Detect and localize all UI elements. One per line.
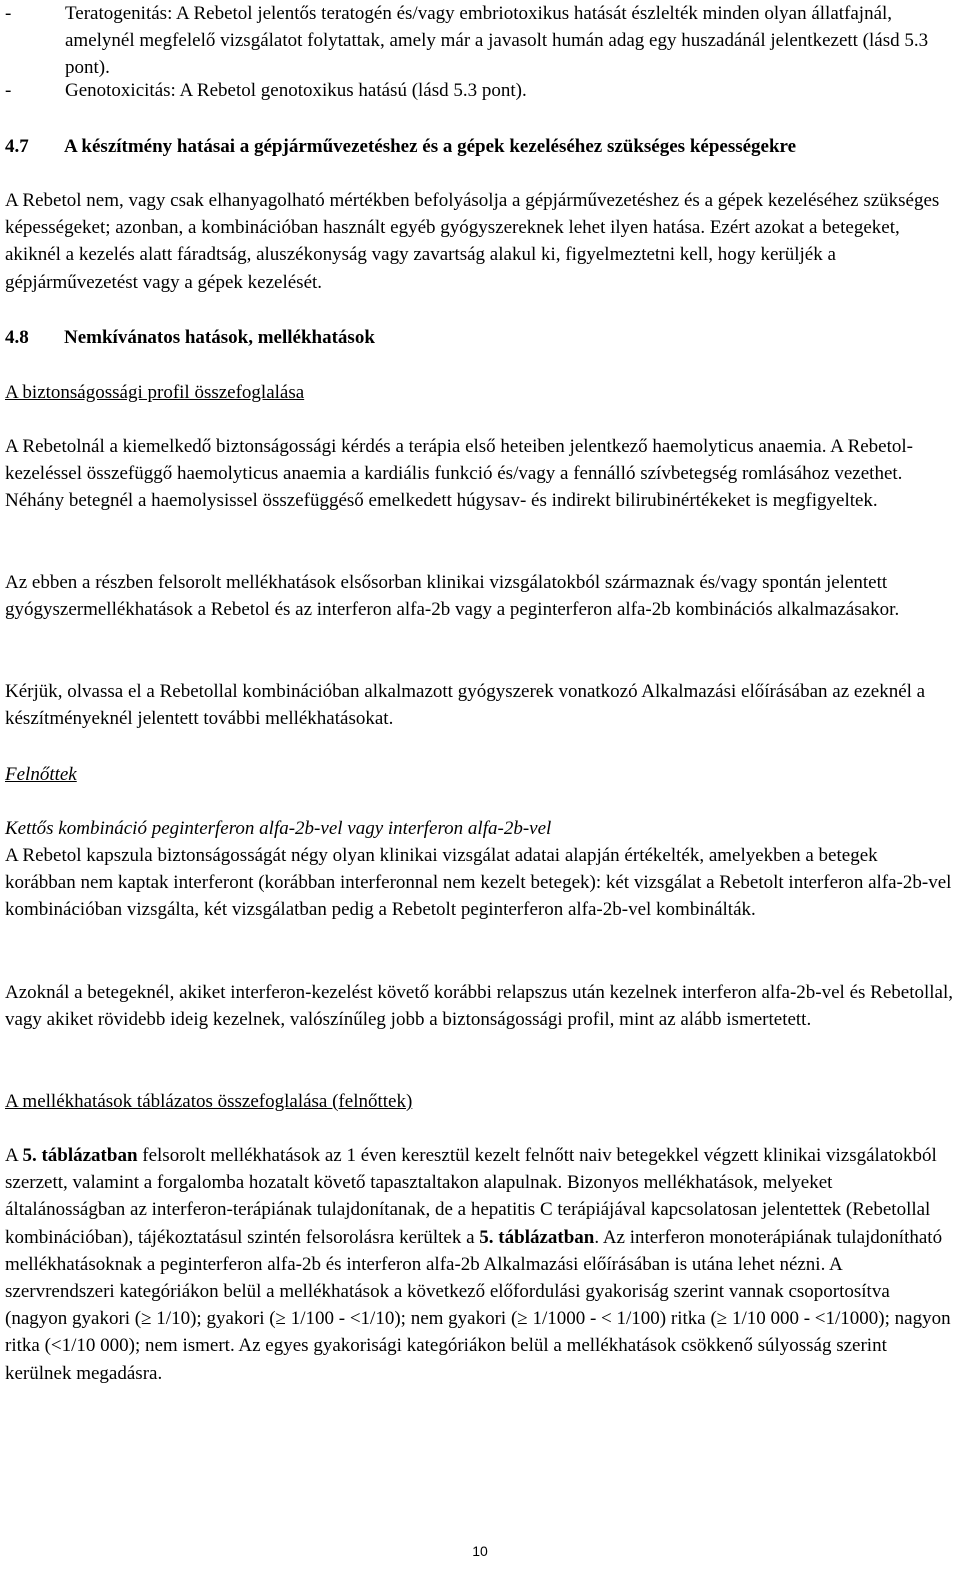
section-title: Nemkívánatos hatások, mellékhatások — [64, 327, 375, 348]
paragraph-adverse-sources: Az ebben a részben felsorolt mellékhatások elsősorban klinikai vizsgálatokból származnak és/vagy spontán jelentett gyógyszermellékhatások a Rebetol és az interferon alfa-2b vagy a peginterferon alfa-2b kombinációs alkalmazásakor. — [5, 572, 900, 621]
paragraph-relapse-patients: Azoknál a betegeknél, akiket interferon-kezelést követő korábbi relapszus után kezelnek interferon alfa-2b-vel és Rebetollal, vagy akiket rövidebb ideig kezelnek, valószínűleg jobb a biztonságossági profil, mint az alább ismertetett. — [5, 982, 954, 1031]
page-number: 10 — [472, 1543, 488, 1559]
subheading-safety-profile: A biztonságossági profil összefoglalása — [5, 382, 305, 403]
text-run: A — [5, 1145, 23, 1166]
paragraph-capsule-safety: A Rebetol kapszula biztonságosságát négy olyan klinikai vizsgálat adatai alapján értékelték, amelyekben a betegek korábban nem kaptak interferont (korábban interferonnal nem kezelt betegek): két vizsgálat a Rebetolt interferon alfa-2b-vel kombinációban vizsgálta, két vizsgálatban pedig a Rebetolt peginterferon alfa-2b-vel kombinálták. — [5, 845, 952, 921]
paragraph-table-5 — [5, 1142, 953, 1387]
section-4-7-heading — [5, 133, 953, 160]
bullet-text: Teratogenitás: A Rebetol jelentős teratogén és/vagy embriotoxikus hatását észlelték minden olyan állatfajnál, amelynél megfelelő vizsgálatot folytattak, amely már a javasolt humán adag egy huszadánál jelentkezett (lásd 5.3 pont). — [65, 3, 929, 79]
subheading-tabulated-summary: A mellékhatások táblázatos összefoglalása (felnőttek) — [5, 1091, 413, 1112]
text-run: felsorolt mellékhatások az 1 éven keresztül kezelt felnőtt naiv betegekkel végzett klinikai vizsgálatokból szerzett, valamint a forgalomba hozatalt követő tapasztaltakon alapulnak. Bizonyos mellékhatások, melyeket általánosságban az interferon-terápiának tulajdonítanak, de a hepatitis C terápiájával kapcsolatosan jelentettek (Rebetollal kombinációban), tájékoztatásul szintén felsorolásra kerültek a — [5, 1145, 937, 1248]
bullet-text: Genotoxicitás: A Rebetol genotoxikus hatású (lásd 5.3 pont). — [65, 80, 527, 101]
subheading-adults: Felnőttek — [5, 764, 77, 785]
section-title: A készítmény hatásai a gépjárművezetéshez és a gépek kezeléséhez szükséges képességekre — [64, 136, 797, 157]
subheading-dual-combination: Kettős kombináció peginterferon alfa-2b-vel vagy interferon alfa-2b-vel — [5, 818, 552, 839]
text-run: . Az interferon monoterápiának tulajdonítható mellékhatásoknak a peginterferon alfa-2b és interferon alfa-2b Alkalmazási előírásában is utána lehet nézni. A szervrendszeri kategóriákon belül a mellékhatások a következő előfordulási gyakoriság szerint vannak csoportosítva (nagyon gyakori (≥ 1/10); gyakori (≥ 1/100 - <1/10); nem gyakori (≥ 1/1000 - < 1/100) ritka (≥ 1/10 000 - <1/1000); nagyon ritka (<1/10 000); nem ismert. Az egyes gyakorisági kategóriákon belül a mellékhatások csökkenő súlyosság szerint kerülnek megadásra. — [5, 1226, 951, 1384]
bullet-genotoxicity — [5, 77, 953, 104]
paragraph-read-smpc: Kérjük, olvassa el a Rebetollal kombinációban alkalmazott gyógyszerek vonatkozó Alkalmazási előírásában az ezeknél a készítményeknél jelentett további mellékhatásokat. — [5, 681, 926, 730]
section-4-7-paragraph: A Rebetol nem, vagy csak elhanyagolható mértékben befolyásolja a gépjárművezetéshez és a gépek kezeléséhez szükséges képességeket; azonban, a kombinációban használt egyéb gyógyszereknek lehet ilyen hatása. Ezért azokat a betegeket, akiknél a kezelés alatt fáradtság, aluszékonyság vagy zavartság alakul ki, figyelmeztetni kell, hogy kerüljék a gépjárművezetést vagy a gépek kezelését. — [5, 190, 940, 293]
bullet-dash: - — [5, 3, 12, 24]
section-4-8-heading — [5, 324, 953, 351]
paragraph-haemolytic-anaemia: A Rebetolnál a kiemelkedő biztonságossági kérdés a terápia első heteiben jelentkező haemolyticus anaemia. A Rebetol-kezeléssel összefüggő haemolyticus anaemia a kardiális funkció és/vagy a fennálló szívbetegség romlásához vezethet. Néhány betegnél a haemolysissel összefüggéső emelkedett húgysav- és indirekt bilirubinértékeket is megfigyeltek. — [5, 436, 914, 512]
section-number: 4.8 — [5, 327, 29, 348]
bullet-dash: - — [5, 80, 12, 101]
table-reference: 5. táblázatban — [479, 1226, 595, 1248]
table-reference: 5. táblázatban — [22, 1145, 138, 1166]
bullet-teratogenicity — [5, 0, 953, 82]
section-number: 4.7 — [5, 136, 29, 157]
